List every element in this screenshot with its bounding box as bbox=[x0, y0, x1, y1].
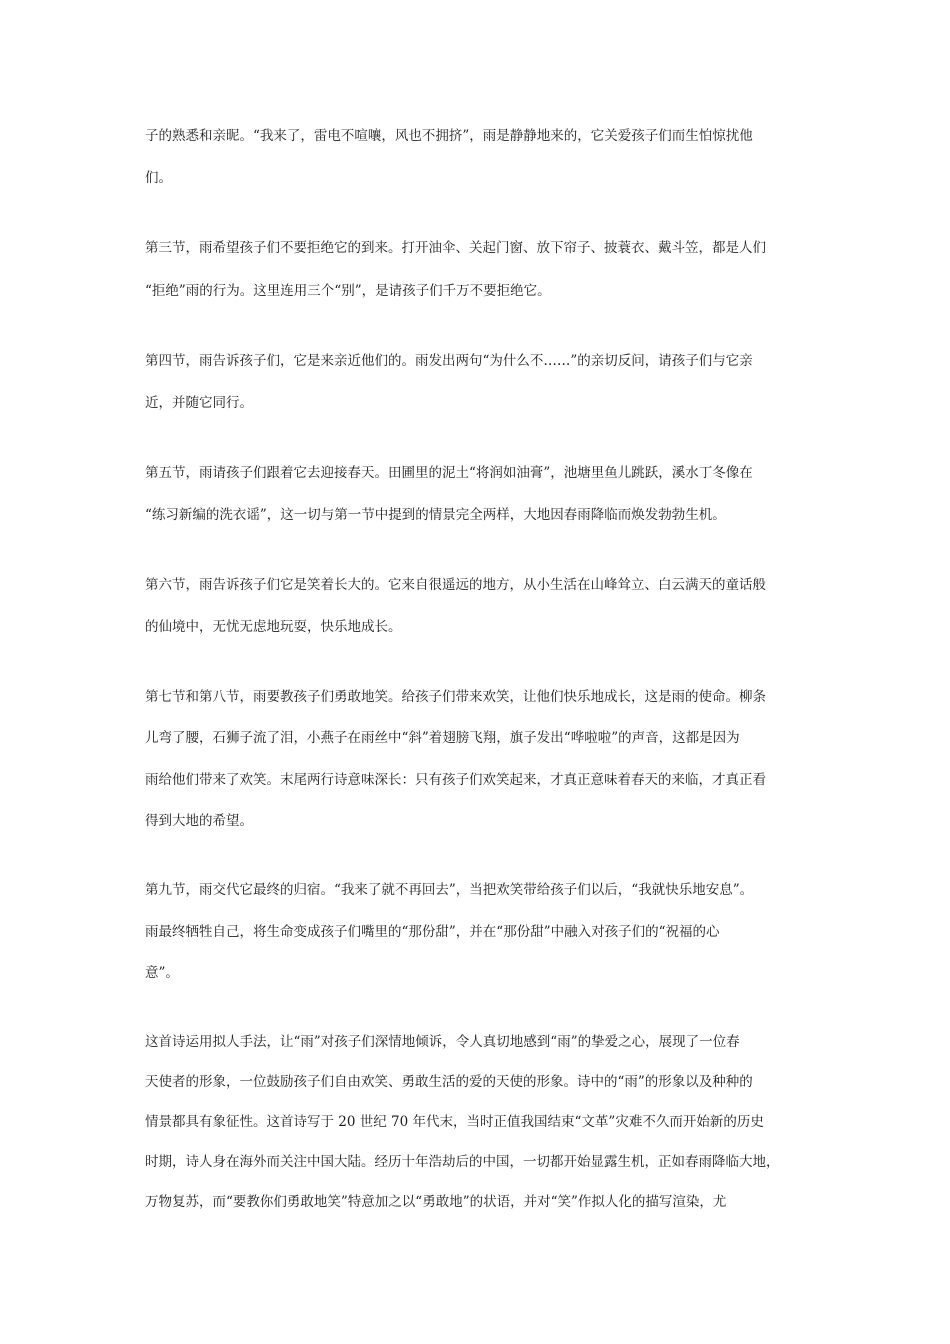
text-line: 雨给他们带来了欢笑。末尾两行诗意味深长：只有孩子们欢笑起来，才真正意味着春天的来临，才真正看 bbox=[145, 772, 766, 788]
text-line: 近，并随它同行。 bbox=[145, 395, 253, 411]
text-line: 们。 bbox=[145, 170, 172, 186]
text-line: 子的熟悉和亲昵。“我来了，雷电不喧嚷，风也不拥挤”，雨是静静地来的，它关爱孩子们而生怕惊扰他 bbox=[145, 128, 753, 144]
text-line: 这首诗运用拟人手法，让“雨”对孩子们深情地倾诉，令人真切地感到“雨”的挚爱之心，展现了一位春 bbox=[145, 1034, 740, 1050]
text-line: 第四节，雨告诉孩子们，它是来亲近他们的。雨发出两句“为什么不……”的亲切反问，请孩子们与它亲 bbox=[145, 353, 753, 369]
text-line: 意”。 bbox=[145, 965, 179, 981]
text-line: “练习新编的洗衣谣”，这一切与第一节中提到的情景完全两样，大地因春雨降临而焕发勃勃生机。 bbox=[145, 507, 726, 523]
text-line: 情景都具有象征性。这首诗写于 20 世纪 70 年代末，当时正值我国结束“文革”灾难不久而开始新的历史 bbox=[145, 1114, 764, 1130]
text-line: 的仙境中，无忧无虑地玩耍，快乐地成长。 bbox=[145, 619, 402, 635]
text-line: 第六节，雨告诉孩子们它是笑着长大的。它来自很遥远的地方，从小生活在山峰耸立、白云满天的童话般 bbox=[145, 577, 766, 593]
text-line: 第七节和第八节，雨要教孩子们勇敢地笑。给孩子们带来欢笑，让他们快乐地成长，这是雨的使命。柳条 bbox=[145, 689, 766, 705]
text-line: 得到大地的希望。 bbox=[145, 813, 253, 829]
text-line: 天使者的形象，一位鼓励孩子们自由欢笑、勇敢生活的爱的天使的形象。诗中的“雨”的形象以及种种的 bbox=[145, 1074, 753, 1090]
text-line: “拒绝”雨的行为。这里连用三个“别”，是请孩子们千万不要拒绝它。 bbox=[145, 283, 551, 299]
text-line: 第五节，雨请孩子们跟着它去迎接春天。田圃里的泥土“将润如油膏”，池塘里鱼儿跳跃，溪水丁冬像在 bbox=[145, 465, 753, 481]
text-line: 万物复苏，而“要教你们勇敢地笑”特意加之以“勇敢地”的状语，并对“笑”作拟人化的描写渲染，尤 bbox=[145, 1194, 727, 1210]
text-line: 时期，诗人身在海外而关注中国大陆。经历十年浩劫后的中国，一切都开始显露生机，正如春雨降临大地， bbox=[145, 1154, 780, 1170]
text-line: 第三节，雨希望孩子们不要拒绝它的到来。打开油伞、关起门窗、放下帘子、披蓑衣、戴斗笠，都是人们 bbox=[145, 240, 766, 256]
text-line: 第九节，雨交代它最终的归宿。“我来了就不再回去”，当把欢笑带给孩子们以后，“我就快乐地安息”。 bbox=[145, 882, 754, 898]
text-line: 雨最终牺牲自己，将生命变成孩子们嘴里的“那份甜”，并在“那份甜”中融入对孩子们的“祝福的心 bbox=[145, 924, 720, 940]
text-line: 儿弯了腰，石狮子流了泪，小燕子在雨丝中“斜”着翅膀飞翔，旗子发出“哗啦啦”的声音，这都是因为 bbox=[145, 730, 740, 746]
